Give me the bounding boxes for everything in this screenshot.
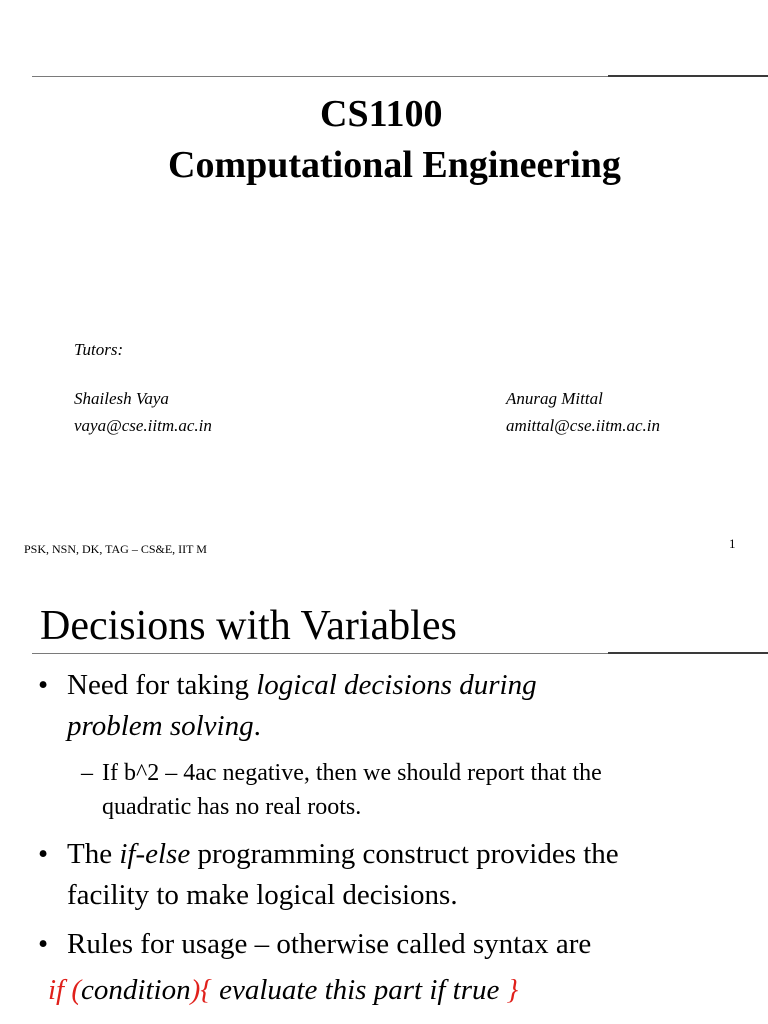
- sub-bullet-line: If b^2 – 4ac negative, then we should report that the: [102, 760, 602, 786]
- tutor-name: Shailesh Vaya: [74, 389, 169, 408]
- tutor-email: amittal@cse.iitm.ac.in: [506, 416, 660, 435]
- top-rule-thin: [32, 76, 608, 77]
- code-open-brace: ){: [190, 974, 212, 1006]
- text-plain: Need for taking: [67, 669, 257, 701]
- text-italic: if-else: [119, 838, 191, 870]
- page-number: 1: [729, 536, 736, 551]
- bullet-line: [67, 834, 619, 875]
- course-title: Computational Engineering: [168, 144, 621, 186]
- bullet-marker: •: [38, 928, 49, 960]
- text-italic: problem solving: [67, 710, 254, 742]
- sub-bullet-line: quadratic has no real roots.: [102, 794, 362, 820]
- bullet-line: [67, 706, 537, 747]
- bullet-marker: •: [38, 669, 49, 701]
- slide-title: Decisions with Variables: [40, 603, 457, 649]
- bullet-line: [67, 665, 537, 706]
- text-plain: .: [253, 710, 261, 742]
- bullet-marker: •: [38, 838, 49, 870]
- course-code: CS1100: [320, 93, 443, 135]
- code-keyword: if (: [48, 974, 82, 1006]
- sub-bullet-text: [102, 756, 602, 824]
- tutor-name: Anurag Mittal: [506, 389, 603, 408]
- code-body: evaluate this part if true: [211, 974, 507, 1006]
- bullet-text: [67, 924, 591, 965]
- tutors-label: Tutors:: [74, 340, 124, 359]
- code-syntax-line: [48, 974, 518, 1007]
- title-rule-thin: [32, 653, 608, 654]
- code-condition: condition: [81, 974, 191, 1006]
- bullet-line: facility to make logical decisions.: [67, 879, 458, 911]
- bullet-text: [67, 665, 537, 747]
- text-italic: logical decisions during: [256, 669, 537, 701]
- text-plain: The: [67, 838, 120, 870]
- code-close-brace: }: [506, 974, 519, 1006]
- bullet-text: [67, 834, 619, 916]
- dash-marker: –: [81, 760, 93, 786]
- tutor-email: vaya@cse.iitm.ac.in: [74, 416, 212, 435]
- footer-credit: PSK, NSN, DK, TAG – CS&E, IIT M: [24, 542, 207, 556]
- top-rule-thick: [608, 75, 768, 77]
- text-plain: programming construct provides the: [190, 838, 619, 870]
- bullet-line: Rules for usage – otherwise called syntax are: [67, 928, 592, 960]
- title-rule-thick: [608, 652, 768, 654]
